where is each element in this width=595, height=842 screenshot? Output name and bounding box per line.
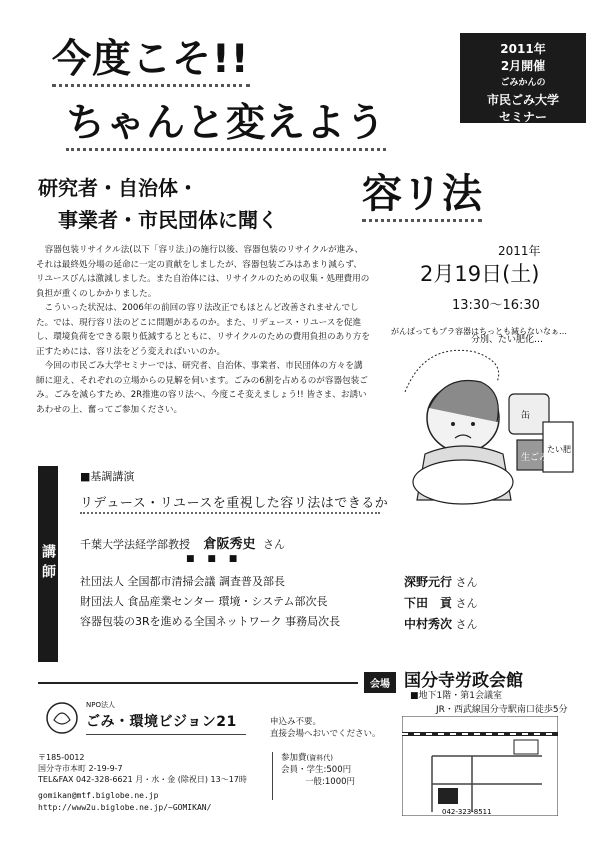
panel-name: 深野元行 — [404, 575, 453, 589]
keynote-underline — [80, 512, 380, 514]
org-url[interactable]: http://www2u.biglobe.ne.jp/~GOMIKAN/ — [38, 803, 212, 812]
keynote-title: リデュース・リユースを重視した容リ法はできるか — [80, 496, 389, 511]
keynote-affiliation: 千葉大学法経学部教授 — [80, 538, 190, 551]
panel-name: 下田 貢 — [404, 596, 453, 610]
fee-box — [272, 752, 393, 800]
badge-year: 2011年 — [500, 42, 546, 56]
fee-label: 参加費 — [281, 753, 307, 763]
label-kitchen-waste: 生ごみ — [521, 453, 549, 463]
panel-names — [404, 572, 478, 635]
honorific: さん — [455, 597, 478, 610]
org-address — [38, 752, 247, 785]
main-title: 容リ法 — [362, 162, 482, 222]
venue-access: JR・西武線国分寺駅南口徒歩5分 — [436, 705, 568, 715]
org-email[interactable]: gomikan@mtf.biglobe.ne.jp — [38, 791, 159, 800]
honorific: さん — [455, 618, 478, 631]
panel-affiliations — [80, 572, 340, 632]
badge-month: 2月開催 — [500, 59, 546, 73]
date-time: 13:30～16:30 — [452, 298, 540, 313]
separator: ■ ■ ■ — [186, 554, 243, 564]
date-year: 2011年 — [498, 244, 541, 258]
intro-text — [36, 243, 370, 417]
date-day: 2月19日(土) — [420, 262, 540, 286]
speech2-text: がんばってもプラ容器はちっとも減らないなぁ… — [391, 327, 567, 336]
badge-series: ごみかんの — [500, 78, 546, 88]
org-tel: TEL&FAX 042-328-6621 月・水・金 (除祝日) 13～17時 — [38, 775, 247, 784]
venue-name: 国分寺労政会館 — [404, 671, 523, 691]
fee-row1-label: 会員・学生: — [281, 765, 327, 775]
keynote-label: ■基調講演 — [80, 470, 135, 483]
org-name: ごみ・環境ビジョン21 — [86, 714, 237, 730]
fee-row2-value: 1000円 — [324, 777, 356, 787]
seminar-badge — [460, 33, 586, 123]
subtitle — [38, 172, 278, 236]
venue-tag: 会場 — [364, 672, 396, 693]
panel-affiliation: 社団法人 全国都市清掃会議 調査普及部長 — [80, 575, 285, 588]
badge-name1: 市民ごみ大学 — [486, 93, 559, 107]
keynote-speaker — [80, 533, 285, 552]
honorific: さん — [263, 538, 286, 551]
panel-affiliation: 財団法人 食品産業センター 環境・システム部次長 — [80, 595, 328, 608]
honorific: さん — [455, 576, 478, 589]
venue-map — [402, 716, 558, 816]
intro-paragraph: 容器包装リサイクル法(以下「容リ法」)の施行以後、容器包装のリサイクルが進み、それは最終処分場の延命に一定の貢献をしましたが、容器包装ごみはあまり減らず、リユースびんは激減しました。また自治体には、リサイクルのための収集・処理費用の負担が重くのしかかりました。 — [36, 245, 370, 299]
panel-affiliation: 容器包装の3Rを進める全国ネットワーク 事務局次長 — [80, 615, 341, 628]
label-compost: たい肥 — [547, 445, 571, 454]
label-can: 缶 — [521, 411, 531, 421]
org-street: 国分寺市本町 2-19-9-7 — [38, 764, 123, 773]
lecturers-label: 講師 — [38, 466, 58, 662]
application-note — [270, 716, 381, 740]
fee-note: (資料代) — [306, 754, 333, 762]
subtitle-line1: 研究者・自治体・ — [38, 176, 198, 200]
apply-line1: 申込み不要。 — [270, 717, 322, 727]
subtitle-line2: 事業者・市民団体に聞く — [58, 208, 278, 232]
speech1-text: 分別、たい肥化… — [471, 335, 544, 345]
woman-with-garbage-illustration — [385, 322, 585, 512]
title-line2: ちゃんと変えよう — [66, 92, 386, 151]
org-underline — [86, 734, 246, 735]
organization-logo — [44, 700, 80, 736]
fee-row2-label: 一般: — [305, 777, 325, 787]
title-line1: 今度こそ!! — [52, 28, 250, 87]
intro-paragraph: こういった状況は、2006年の前回の容リ法改正でもほとんど改善されませんでした。では、現行容リ法のどこに問題があるのか。また、リデュース・リユースを促進し、環境負荷をできる限り低減するとともに、リサイクルのための費用負担のあり方を正すためには、容リ法をどう変えればいいのか。 — [36, 303, 370, 357]
keynote-name: 倉阪秀史 — [203, 537, 256, 552]
venue-floor: ■地下1階・第1会議室 — [410, 691, 502, 701]
org-postal: 〒185-0012 — [38, 753, 85, 762]
venue-phone: 042-323-8511 — [442, 808, 492, 816]
apply-line2: 直接会場へおいでください。 — [270, 729, 381, 739]
org-contact — [38, 790, 211, 814]
fee-row1-value: 500円 — [326, 765, 352, 775]
panel-name: 中村秀次 — [404, 617, 453, 631]
badge-name2: セミナー — [498, 110, 547, 124]
intro-paragraph: 今回の市民ごみ大学セミナーでは、研究者、自治体、事業者、市民団体の方々を講師に迎え、それぞれの立場からの見解を伺います。ごみの6割を占めるのが容器包装ごみ。ごみを減らすため、2R推進の容リ法へ、今度こそ変えましょう!! 皆さま、お誘いあわせの上、奮ってご参加ください。 — [36, 361, 368, 415]
footer-divider — [38, 682, 358, 684]
org-type: NPO法人 — [86, 701, 115, 709]
